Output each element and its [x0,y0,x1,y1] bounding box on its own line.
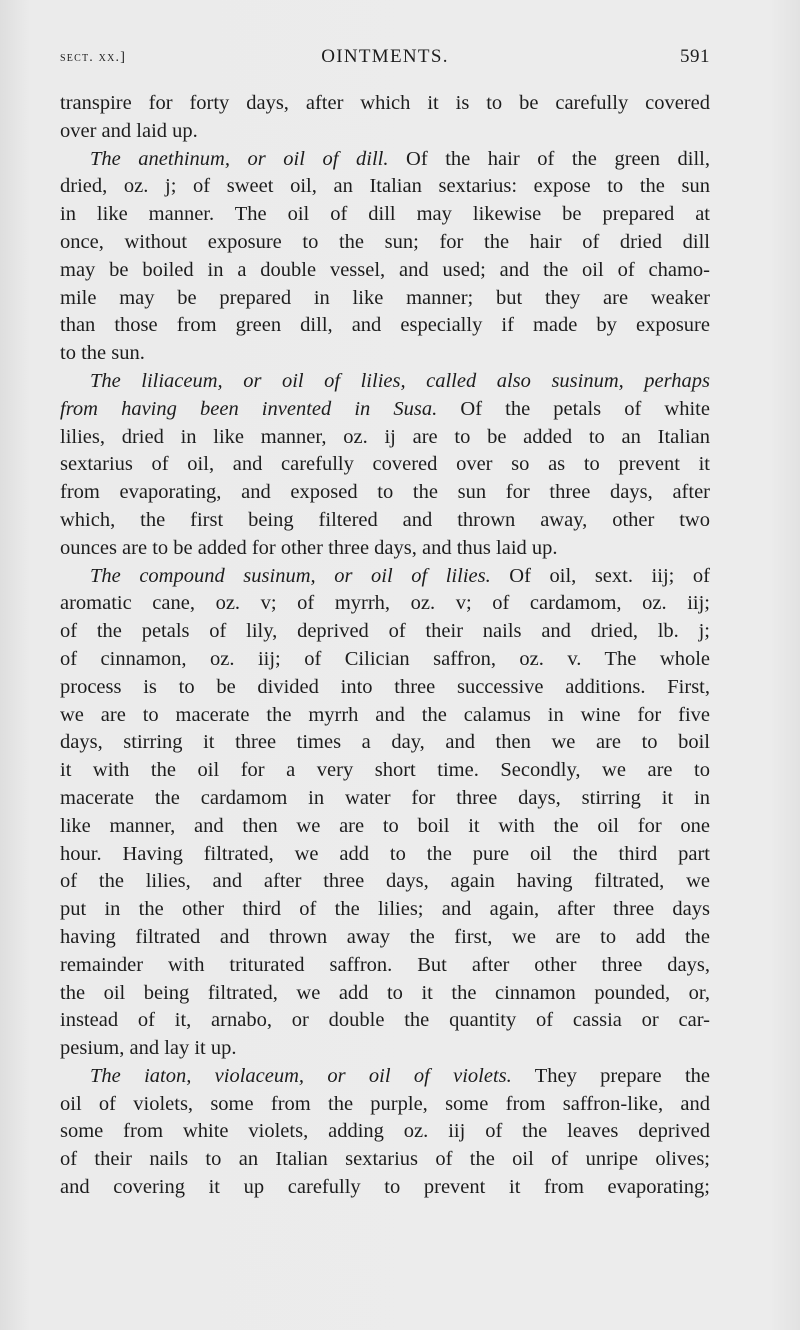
italic-heading: from having been invented in Susa. [60,397,438,420]
text-line [60,201,710,229]
italic-heading: The compound susinum, or oil of lilies. [90,564,491,587]
text-line [60,285,710,313]
section-label: sect. xx.] [60,50,127,65]
text-line [60,507,710,535]
text-line [60,424,710,452]
text-line [60,396,710,424]
body-text [60,90,710,1202]
text-line [60,451,710,479]
line-text: to the sun. [60,342,145,365]
italic-heading: The liliaceum, or oil of lilies, called also susinum, perhaps [90,369,710,392]
text-line [60,368,710,396]
text-line [60,674,710,702]
line-text: transpire for forty days, after which it is to be carefully covered [60,92,710,114]
line-text: we are to macerate the myrrh and the calamus in wine for five [60,703,710,726]
line-text: oil of violets, some from the purple, some from saffron-like, and [60,1092,710,1115]
text-line [60,1146,710,1174]
text-line [60,590,710,618]
text-line [60,646,710,674]
text-line [60,841,710,869]
line-text: like manner, and then we are to boil it with the oil for one [60,814,710,837]
text-line [60,785,710,813]
text-line [60,479,710,507]
line-text: sextarius of oil, and carefully covered over so as to prevent it [60,453,710,476]
text-line [60,118,710,146]
text-line [60,1174,710,1202]
text-line [60,924,710,952]
line-text: days, stirring it three times a day, and then we are to boil [60,731,710,754]
line-text: and covering it up carefully to prevent it from evaporating; [60,1176,710,1199]
text-line [60,563,710,591]
text-line [60,813,710,841]
line-text: over and laid up. [60,119,198,142]
line-text: mile may be prepared in like manner; but they are weaker [60,286,710,309]
line-text: aromatic cane, oz. v; of myrrh, oz. v; of cardamom, oz. iij; [60,592,710,615]
line-text: process is to be divided into three successive additions. First, [60,675,710,698]
line-text: They prepare the [511,1064,710,1087]
line-text: it with the oil for a very short time. Secondly, we are to [60,759,710,782]
text-line [60,729,710,757]
page-number: 591 [680,46,710,67]
line-text: having filtrated and thrown away the first, we are to add the [60,925,710,948]
text-line [60,1035,710,1063]
line-text: may be boiled in a double vessel, and used; and the oil of chamo- [60,258,710,281]
line-text: from evaporating, and exposed to the sun for three days, after [60,481,710,504]
text-line [60,757,710,785]
text-line [60,980,710,1008]
line-text: of the lilies, and after three days, again having filtrated, we [60,870,710,893]
line-text: dried, oz. j; of sweet oil, an Italian sextarius: expose to the sun [60,175,710,198]
line-text: remainder with triturated saffron. But after other three days, [60,953,710,976]
text-line [60,702,710,730]
line-text: hour. Having filtrated, we add to the pure oil the third part [60,842,710,865]
line-text: which, the first being filtered and thrown away, other two [60,508,710,531]
line-text: lilies, dried in like manner, oz. ij are to be added to an Italian [60,425,710,448]
line-text: the oil being filtrated, we add to it the cinnamon pounded, or, [60,981,710,1004]
text-line [60,146,710,174]
line-text: in like manner. The oil of dill may likewise be prepared at [60,203,710,226]
text-line [60,868,710,896]
line-text: ounces are to be added for other three days, and thus laid up. [60,536,558,559]
text-line [60,173,710,201]
page-title: OINTMENTS. [321,46,449,67]
running-head [60,44,710,74]
line-text: macerate the cardamom in water for three days, stirring it in [60,786,710,809]
line-text: pesium, and lay it up. [60,1037,237,1060]
line-text: instead of it, arnabo, or double the quantity of cassia or car- [60,1009,710,1032]
text-line [60,896,710,924]
text-line [60,340,710,368]
text-line [60,1007,710,1035]
text-line [60,618,710,646]
text-line [60,952,710,980]
italic-heading: The anethinum, or oil of dill. [90,147,389,170]
text-line [60,1118,710,1146]
line-text: of the petals of lily, deprived of their nails and dried, lb. j; [60,620,710,643]
line-text: Of the hair of the green dill, [388,147,710,170]
line-text: of their nails to an Italian sextarius of the oil of unripe olives; [60,1148,710,1171]
text-line [60,90,710,118]
line-text: some from white violets, adding oz. iij of the leaves deprived [60,1120,710,1143]
text-line [60,257,710,285]
text-line [60,312,710,340]
text-line [60,1091,710,1119]
italic-heading: The iaton, violaceum, or oil of violets. [90,1064,512,1087]
line-text: Of oil, sext. iij; of [490,564,710,587]
text-line [60,535,710,563]
line-text: Of the petals of white [437,397,710,420]
line-text: than those from green dill, and especially if made by exposure [60,314,710,337]
text-line [60,1063,710,1091]
line-text: once, without exposure to the sun; for the hair of dried dill [60,230,710,253]
text-line [60,229,710,257]
line-text: put in the other third of the lilies; and again, after three days [60,898,710,921]
line-text: of cinnamon, oz. iij; of Cilician saffron, oz. v. The whole [60,647,710,670]
